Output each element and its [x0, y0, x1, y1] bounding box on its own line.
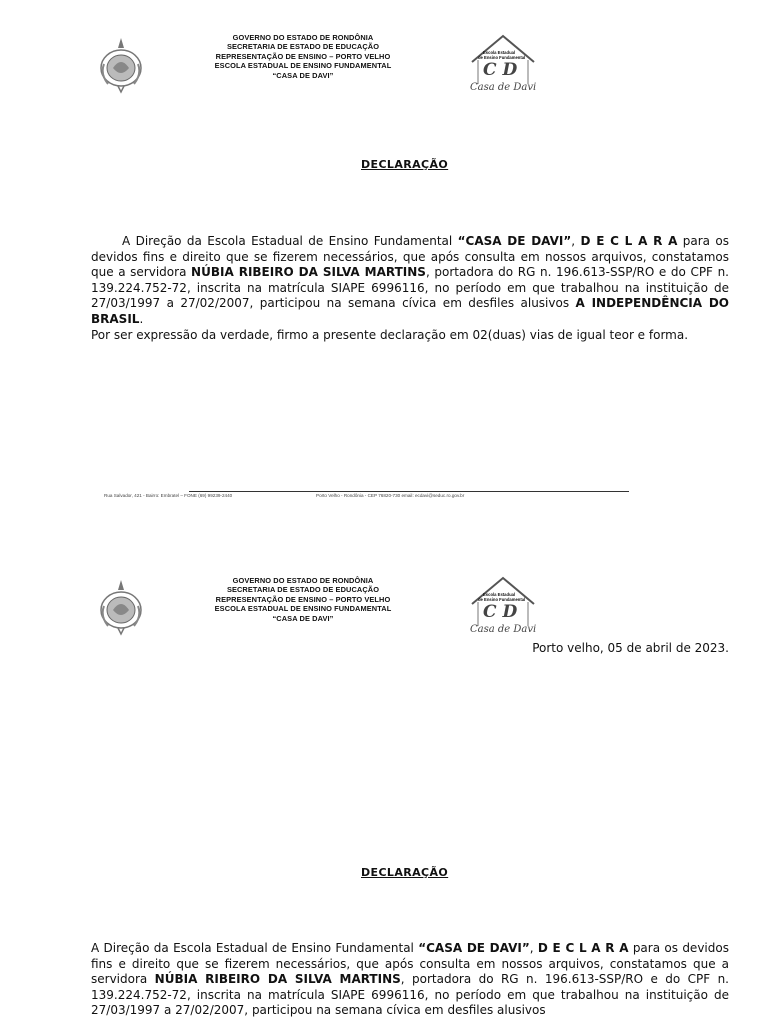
header-line: “CASA DE DAVI” [272, 70, 334, 80]
logo-script: Casa de Davi [470, 624, 537, 635]
declaration-paragraph: A Direção da Escola Estadual de Ensino Fundamental “CASA DE DAVI”, D E C L A R A para os devidos fins e direito que se fizerem necessários, que após consulta em nossos arquivos, constatamos que a servidora NÚBIA RIBEIRO DA SILVA MARTINS, portadora do RG n. 196.613-SSP/RO e do CPF n. 139.224.752-72, inscrita na matrícula SIAPE 6996116, no período em que trabalhou na instituição de 27/03/1997 a 27/02/2007, participou na semana cívica em desfiles alusivos [91, 941, 729, 1018]
header-line: REPRESENTAÇÃO DE ENSINO – PORTO VELHO [215, 594, 391, 604]
page-title-1: DECLARAÇÃO [361, 158, 449, 171]
date-line: Porto velho, 05 de abril de 2023. [532, 641, 729, 655]
header-line: SECRETARIA DE ESTADO DE EDUCAÇÃO [226, 585, 380, 595]
intro-text: A Direção da Escola Estadual de Ensino Fundamental [91, 941, 414, 955]
school-name: “CASA DE DAVI” [418, 941, 530, 955]
header-line: GOVERNO DO ESTADO DE RONDÔNIA [232, 33, 374, 42]
header-line: REPRESENTAÇÃO DE ENSINO – PORTO VELHO [215, 51, 391, 61]
event-name: A INDEPENDÊNCIA DO BRASIL [91, 296, 729, 326]
sentence-end: . [139, 311, 144, 326]
footer-divider [189, 491, 629, 492]
declara-word: D E C L A R A [580, 234, 678, 248]
footer-address: Rua Salvador, 421 - Bairro: Embratel – FONE (69) 99239-2440 [104, 493, 233, 498]
declaration-body-2 [91, 941, 729, 1024]
header-block-1 [173, 33, 433, 80]
state-coat-of-arms-2 [96, 576, 146, 636]
closing-paragraph: Por ser expressão da verdade, firmo a presente declaração em 02(duas) vias de igual teor e forma. [91, 327, 689, 342]
coat-of-arms-icon [96, 576, 146, 636]
employee-name: NÚBIA RIBEIRO DA SILVA MARTINS [191, 265, 426, 280]
body-text-part2: para os devidos fins e direito que se fizerem necessários, que após consulta em nossos arquivos, constatamos que a servidora [91, 941, 729, 987]
declara-word: D E C L A R A [537, 941, 629, 955]
body-text-part3: , portadora do RG n. 196.613-SSP/RO e do CPF n. 139.224.752-72, inscrita na matrícula SIAPE 6996116, no período em que trabalhou na instituição de 27/03/1997 a 27/02/2007, participou na semana cívica em desfiles alusivos [91, 265, 729, 311]
state-coat-of-arms-1 [96, 34, 146, 94]
header-line: GOVERNO DO ESTADO DE RONDÔNIA [232, 576, 374, 585]
logo-line2: de Ensino Fundamental [478, 55, 526, 60]
declaration-paragraph: A Direção da Escola Estadual de Ensino Fundamental “CASA DE DAVI”, D E C L A R A para os devidos fins e direito que se fizerem necessários, que após consulta em nossos arquivos, constatamos que a servidora NÚBIA RIBEIRO DA SILVA MARTINS, portadora do RG n. 196.613-SSP/RO e do CPF n. 139.224.752-72, inscrita na matrícula SIAPE 6996116, no período em que trabalhou na instituição de 27/03/1997 a 27/02/2007, participou na semana cívica em desfiles alusivos A INDEPENDÊNCIA DO BRASIL. [91, 234, 729, 326]
logo-initials: C D [483, 60, 518, 80]
logo-line1: Escola Estadual [483, 50, 516, 55]
header-line: SECRETARIA DE ESTADO DE EDUCAÇÃO [226, 42, 380, 52]
logo-initials: C D [483, 602, 518, 622]
school-name: “CASA DE DAVI” [457, 234, 572, 248]
header-line: “CASA DE DAVI” [272, 613, 334, 623]
intro-text: A Direção da Escola Estadual de Ensino Fundamental [122, 234, 453, 248]
logo-script: Casa de Davi [470, 82, 537, 93]
page-title-2: DECLARAÇÃO [361, 866, 449, 879]
coat-of-arms-icon [96, 34, 146, 94]
logo-line2: de Ensino Fundamental [478, 597, 526, 602]
logo-line1: Escola Estadual [483, 592, 516, 597]
footer-city: Porto Velho - Rondônia - CEP 76820-730 email: ecdavi@seduc.ro.gov.br [316, 493, 465, 498]
header-block-2 [173, 576, 433, 623]
header-line: ESCOLA ESTADUAL DE ENSINO FUNDAMENTAL [214, 604, 392, 614]
header-line: ESCOLA ESTADUAL DE ENSINO FUNDAMENTAL [214, 61, 392, 71]
body-text-part2: para os devidos fins e direito que se fizerem necessários, que após consulta em nossos arquivos, constatamos que a servidora [91, 234, 729, 280]
school-logo-2 [466, 574, 540, 644]
declaration-body-1 [91, 234, 729, 343]
body-text-part3: , portadora do RG n. 196.613-SSP/RO e do CPF n. 139.224.752-72, inscrita na matrícula SIAPE 6996116, no período em que trabalhou na instituição de 27/03/1997 a 27/02/2007, participou na semana cívica em desfiles alusivos [91, 972, 729, 1018]
school-logo-1 [466, 32, 540, 102]
employee-name: NÚBIA RIBEIRO DA SILVA MARTINS [154, 972, 401, 987]
